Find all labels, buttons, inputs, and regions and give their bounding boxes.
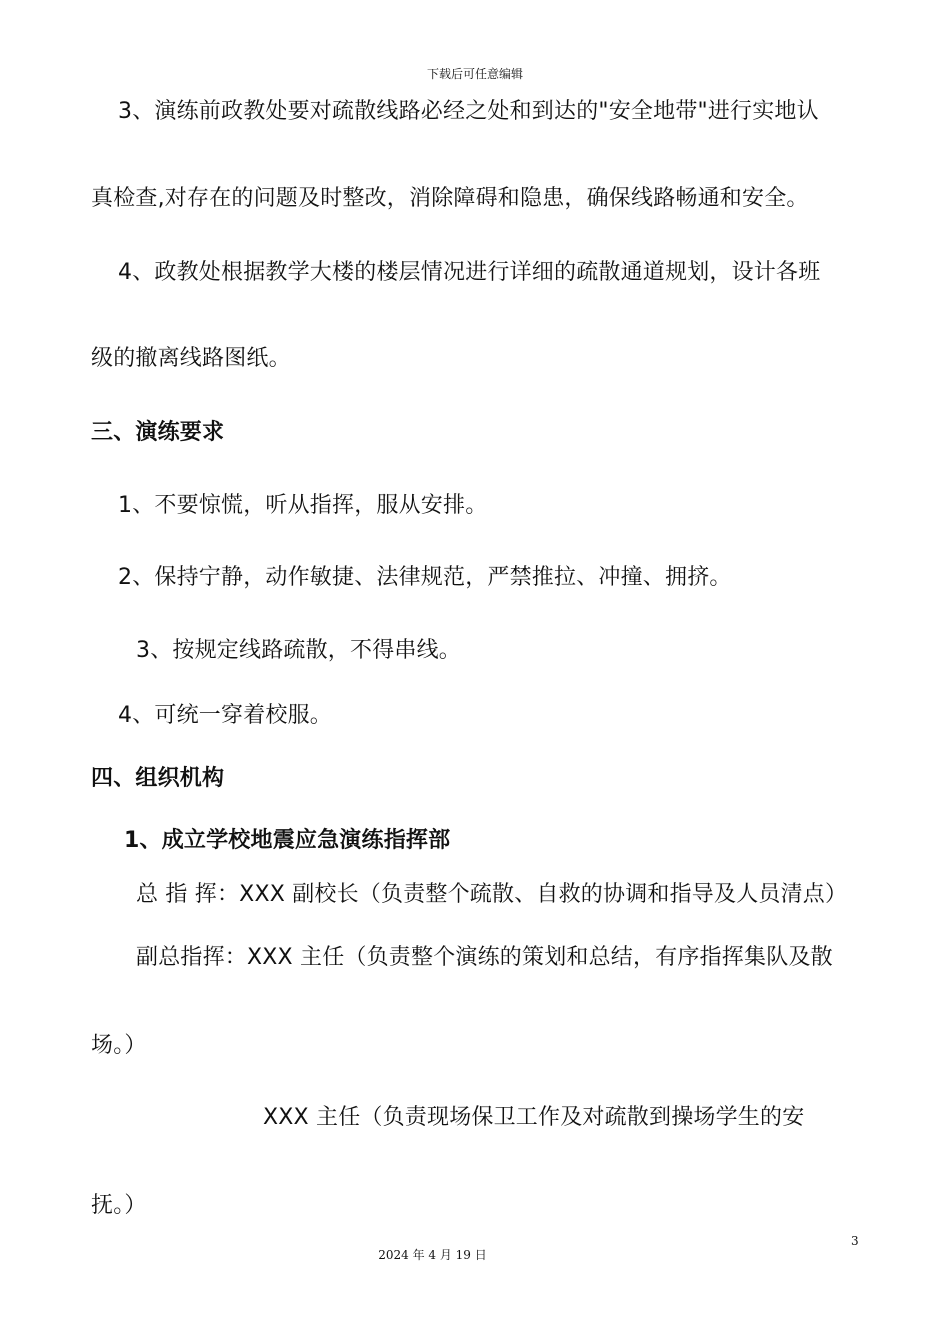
body-paragraph: 3、演练前政教处要对疏散线路必经之处和到达的"安全地带"进行实地认 [118,99,819,124]
list-item: 3、按规定线路疏散，不得串线。 [136,638,461,663]
footer-date: 2024 年 4 月 19 日 [378,1248,487,1262]
role-line: 副总指挥：XXX 主任（负责整个演练的策划和总结，有序指挥集队及散 [136,945,833,970]
section-heading: 四、组织机构 [91,766,225,791]
list-item: 2、保持宁静，动作敏捷、法律规范，严禁推拉、冲撞、拥挤。 [118,565,732,590]
role-line: 总 指 挥：XXX 副校长（负责整个疏散、自救的协调和指导及人员清点） [136,882,848,907]
role-line: XXX 主任（负责现场保卫工作及对疏散到操场学生的安 [263,1105,805,1130]
list-item: 4、可统一穿着校服。 [118,703,332,728]
body-paragraph: 真检查,对存在的问题及时整改，消除障碍和隐患，确保线路畅通和安全。 [91,186,809,211]
section-heading: 三、演练要求 [91,420,225,445]
role-line: 场。） [91,1033,147,1058]
subsection-heading: 1、成立学校地震应急演练指挥部 [124,828,451,853]
page-header: 下载后可任意编辑 [426,67,523,81]
page-number: 3 [851,1234,859,1248]
body-paragraph: 4、政教处根据教学大楼的楼层情况进行详细的疏散通道规划，设计各班 [118,260,821,285]
list-item: 1、不要惊慌，听从指挥，服从安排。 [118,493,488,518]
role-line: 抚。） [91,1193,147,1218]
body-paragraph: 级的撤离线路图纸。 [91,346,291,371]
